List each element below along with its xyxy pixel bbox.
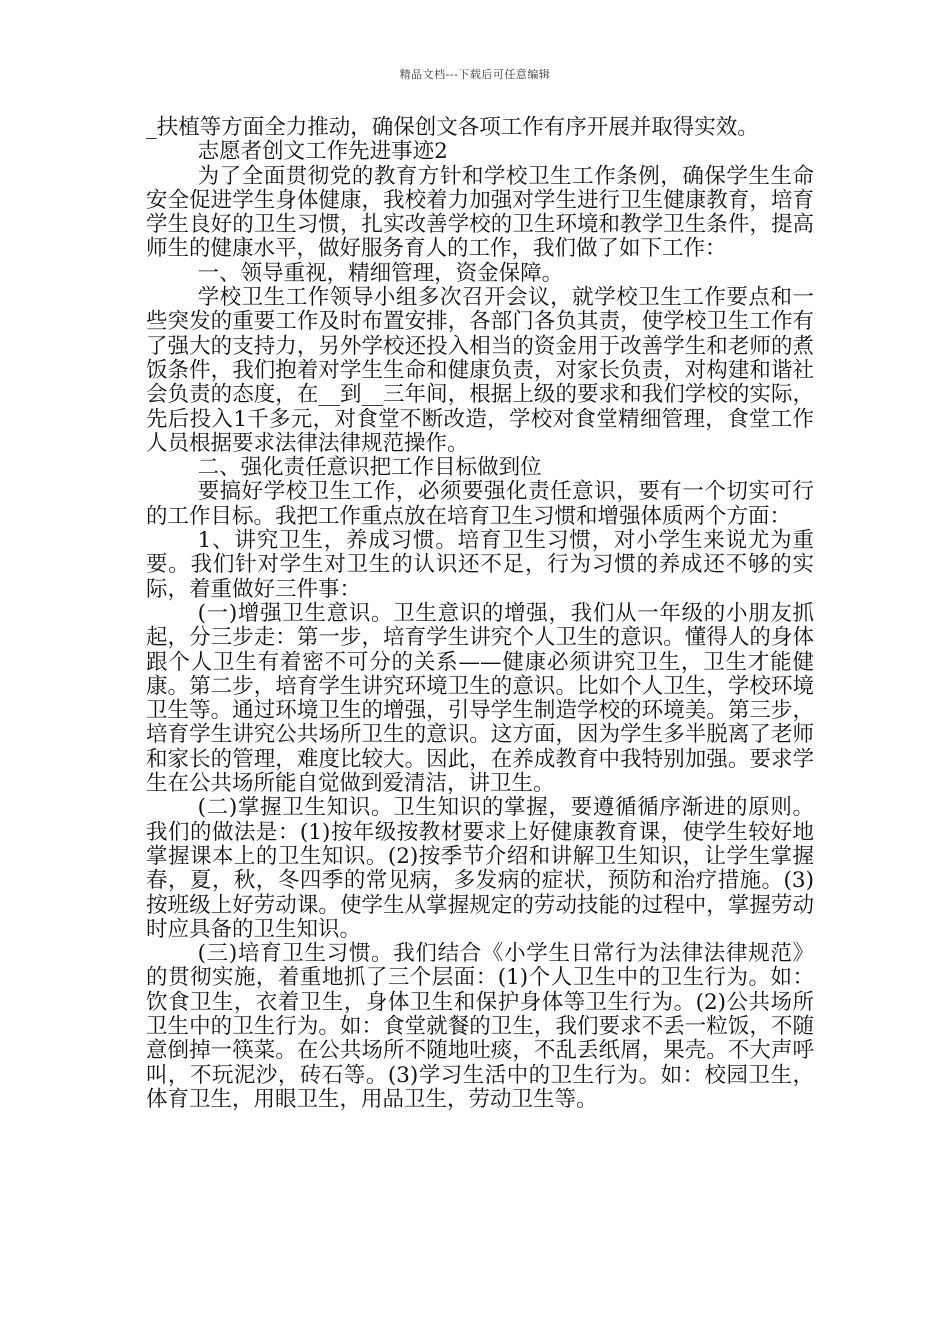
document-body <box>146 116 814 1112</box>
page-header: 精品文档---下载后可任意编辑 <box>399 68 551 81</box>
paragraph-continuation: _扶植等方面全力推动，确保创文各项工作有序开展并取得实效。 <box>146 115 759 140</box>
paragraph-cultivation: (三)培育卫生习惯。我们结合《小学生日常行为法律法律规范》的贯彻实施，着重地抓了三个层面：(1)个人卫生中的卫生行为。如：饮食卫生，衣着卫生，身体卫生和保护身体等卫生行为。(2)公共场所卫生中的卫生行为。如：食堂就餐的卫生，我们要求不丢一粒饭，不随意倒掉一筷菜。在公共场所不随地吐痰，不乱丢纸屑，果壳。不大声呼叫，不玩泥沙，砖石等。(3)学习生活中的卫生行为。如：校园卫生，体育卫生，用眼卫生，用品卫生，劳动卫生等。 <box>146 941 814 1112</box>
heading-two: 二、强化责任意识把工作目标做到位 <box>197 455 542 481</box>
paragraph-responsibility: 要搞好学校卫生工作，必须要强化责任意识，要有一个切实可行的工作目标。我把工作重点放在培育卫生习惯和增强体质两个方面： <box>146 479 814 529</box>
heading-one: 一、领导重视，精细管理，资金保障。 <box>197 260 564 286</box>
paragraph-knowledge: (二)掌握卫生知识。卫生知识的掌握，要遵循循序渐进的原则。我们的做法是：(1)按年级按教材要求上好健康教育课，使学生较好地掌握课本上的卫生知识。(2)按季节介绍和讲解卫生知识，让学生掌握春，夏，秋，冬四季的常见病，多发病的症状，预防和治疗措施。(3)按班级上好劳动课。使学生从掌握规定的劳动技能的过程中，掌握劳动时应具备的卫生知识。 <box>146 795 814 942</box>
paragraph-intro: 为了全面贯彻党的教育方针和学校卫生工作条例，确保学生生命安全促进学生身体健康，我校着力加强对学生进行卫生健康教育，培育学生良好的卫生习惯，扎实改善学校的卫生环境和教学卫生条件，提高师生的健康水平，做好服务育人的工作，我们做了如下工作： <box>146 163 814 262</box>
section-title: 志愿者创文工作先进事迹2 <box>197 139 448 165</box>
paragraph-hygiene-habits: 1、讲究卫生，养成习惯。培育卫生习惯，对小学生来说尤为重要。我们针对学生对卫生的认识还不足，行为习惯的养成还不够的实际，着重做好三件事： <box>146 528 814 602</box>
paragraph-leadership: 学校卫生工作领导小组多次召开会议，就学校卫生工作要点和一些突发的重要工作及时布置安排，各部门各负其责，使学校卫生工作有了强大的支持力，另外学校还投入相当的资金用于改善学生和老师的煮饭条件，我们抱着对学生生命和健康负责，对家长负责，对构建和谐社会负责的态度，在__到__三年间，根据上级的要求和我们学校的实际，先后投入1千多元，对食堂不断改造，学校对食堂精细管理，食堂工作人员根据要求法律法律规范操作。 <box>146 285 814 456</box>
paragraph-awareness: (一)增强卫生意识。卫生意识的增强，我们从一年级的小朋友抓起，分三步走：第一步，培育学生讲究个人卫生的意识。懂得人的身体跟个人卫生有着密不可分的关系——健康必须讲究卫生，卫生才能健康。第二步，培育学生讲究环境卫生的意识。比如个人卫生，学校环境卫生等。通过环境卫生的增强，引导学生制造学校的环境美。第三步，培育学生讲究公共场所卫生的意识。这方面，因为学生多半脱离了老师和家长的管理，难度比较大。因此，在养成教育中我特别加强。要求学生在公共场所能自觉做到爱清洁，讲卫生。 <box>146 600 814 797</box>
